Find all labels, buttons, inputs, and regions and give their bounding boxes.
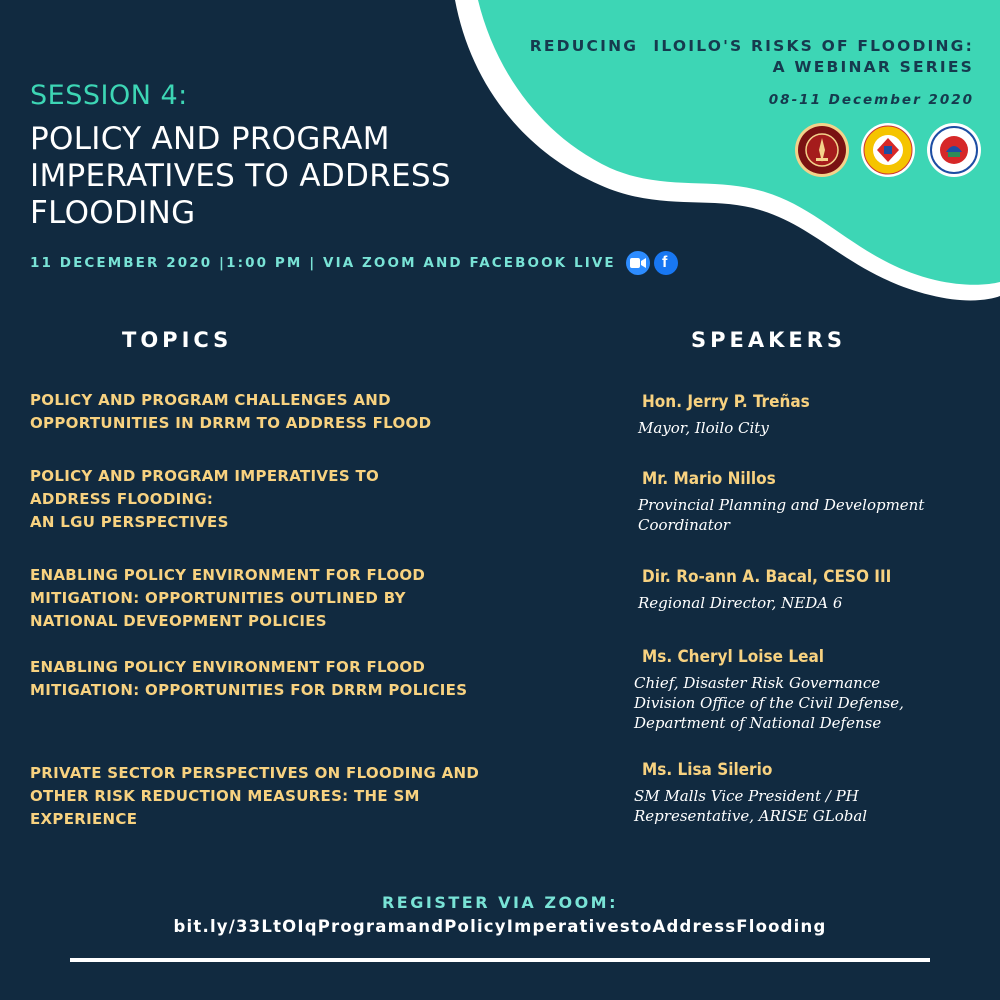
speaker-name: Ms. Lisa Silerio bbox=[642, 760, 773, 780]
speaker-item bbox=[638, 392, 988, 438]
topic-item bbox=[30, 465, 590, 534]
topic-item bbox=[30, 762, 590, 831]
city-of-iloilo-seal-icon bbox=[860, 122, 916, 178]
speaker-item bbox=[638, 567, 988, 613]
topic-line: MITIGATION: OPPORTUNITIES OUTLINED BY bbox=[30, 589, 406, 607]
zoom-icon bbox=[626, 251, 650, 275]
series-title bbox=[454, 36, 974, 78]
topic-line: POLICY AND PROGRAM CHALLENGES AND bbox=[30, 391, 391, 409]
series-date: 08-11 December 2020 bbox=[768, 92, 974, 108]
topic-item bbox=[30, 389, 590, 435]
speaker-name: Ms. Cheryl Loise Leal bbox=[642, 647, 824, 667]
speaker-role-line: Chief, Disaster Risk Governance bbox=[634, 674, 881, 692]
topic-line: ADDRESS FLOODING: bbox=[30, 490, 214, 508]
event-details-text: 11 DECEMBER 2020 |1:00 PM | VIA ZOOM AND FACEBOOK LIVE bbox=[30, 255, 616, 271]
topic-item bbox=[30, 564, 590, 633]
register-label: REGISTER VIA ZOOM: bbox=[381, 893, 618, 912]
topics-heading: TOPICS bbox=[122, 328, 233, 352]
speaker-role-line: Provincial Planning and Development bbox=[638, 496, 925, 514]
province-of-iloilo-seal-icon bbox=[926, 122, 982, 178]
topic-line: AN LGU PERSPECTIVES bbox=[30, 513, 229, 531]
topic-line: EXPERIENCE bbox=[30, 810, 138, 828]
speaker-item bbox=[638, 469, 988, 535]
session-label: SESSION 4: bbox=[30, 80, 188, 111]
series-title-line: A WEBINAR SERIES bbox=[772, 58, 974, 76]
topic-line: OPPORTUNITIES IN DRRM TO ADDRESS FLOOD bbox=[30, 414, 432, 432]
speaker-role-line: Division Office of the Civil Defense, bbox=[634, 694, 904, 712]
speaker-name: Mr. Mario Nillos bbox=[642, 469, 776, 489]
speaker-role-line: Department of National Defense bbox=[634, 714, 882, 732]
up-seal-icon bbox=[794, 122, 850, 178]
session-title-line: FLOODING bbox=[30, 195, 196, 231]
register-link[interactable]: bit.ly/33LtOIqProgramandPolicyImperativestoAddressFlooding bbox=[173, 917, 827, 936]
topic-line: PRIVATE SECTOR PERSPECTIVES ON FLOODING AND bbox=[30, 764, 480, 782]
session-title-line: POLICY AND PROGRAM bbox=[30, 121, 390, 157]
divider bbox=[70, 958, 930, 962]
partner-logos bbox=[794, 122, 982, 178]
speaker-role-line: Mayor, Iloilo City bbox=[638, 419, 769, 437]
speaker-role bbox=[638, 418, 988, 438]
topic-line: MITIGATION: OPPORTUNITIES FOR DRRM POLICIES bbox=[30, 681, 468, 699]
speaker-role bbox=[634, 673, 988, 733]
topic-line: ENABLING POLICY ENVIRONMENT FOR FLOOD bbox=[30, 566, 426, 584]
facebook-icon: f bbox=[654, 251, 678, 275]
topic-line: OTHER RISK REDUCTION MEASURES: THE SM bbox=[30, 787, 420, 805]
session-title bbox=[30, 121, 510, 232]
speaker-role bbox=[638, 593, 988, 613]
series-title-line: REDUCING ILOILO'S RISKS OF FLOODING: bbox=[529, 37, 974, 55]
topic-line: POLICY AND PROGRAM IMPERATIVES TO bbox=[30, 467, 380, 485]
event-details bbox=[30, 251, 678, 275]
speaker-role-line: Representative, ARISE GLobal bbox=[634, 807, 868, 825]
speakers-heading: SPEAKERS bbox=[691, 328, 847, 352]
speaker-role-line: Coordinator bbox=[638, 516, 730, 534]
speaker-item bbox=[634, 647, 988, 733]
speaker-role bbox=[634, 786, 988, 826]
topic-line: NATIONAL DEVEOPMENT POLICIES bbox=[30, 612, 327, 630]
topic-line: ENABLING POLICY ENVIRONMENT FOR FLOOD bbox=[30, 658, 426, 676]
speaker-role bbox=[638, 495, 988, 535]
speaker-role-line: Regional Director, NEDA 6 bbox=[638, 594, 843, 612]
session-title-line: IMPERATIVES TO ADDRESS bbox=[30, 158, 451, 194]
speaker-role-line: SM Malls Vice President / PH bbox=[634, 787, 859, 805]
speaker-name: Hon. Jerry P. Treñas bbox=[642, 392, 810, 412]
speaker-name: Dir. Ro-ann A. Bacal, CESO III bbox=[642, 567, 892, 587]
topic-item bbox=[30, 656, 590, 702]
speaker-item bbox=[634, 760, 988, 826]
